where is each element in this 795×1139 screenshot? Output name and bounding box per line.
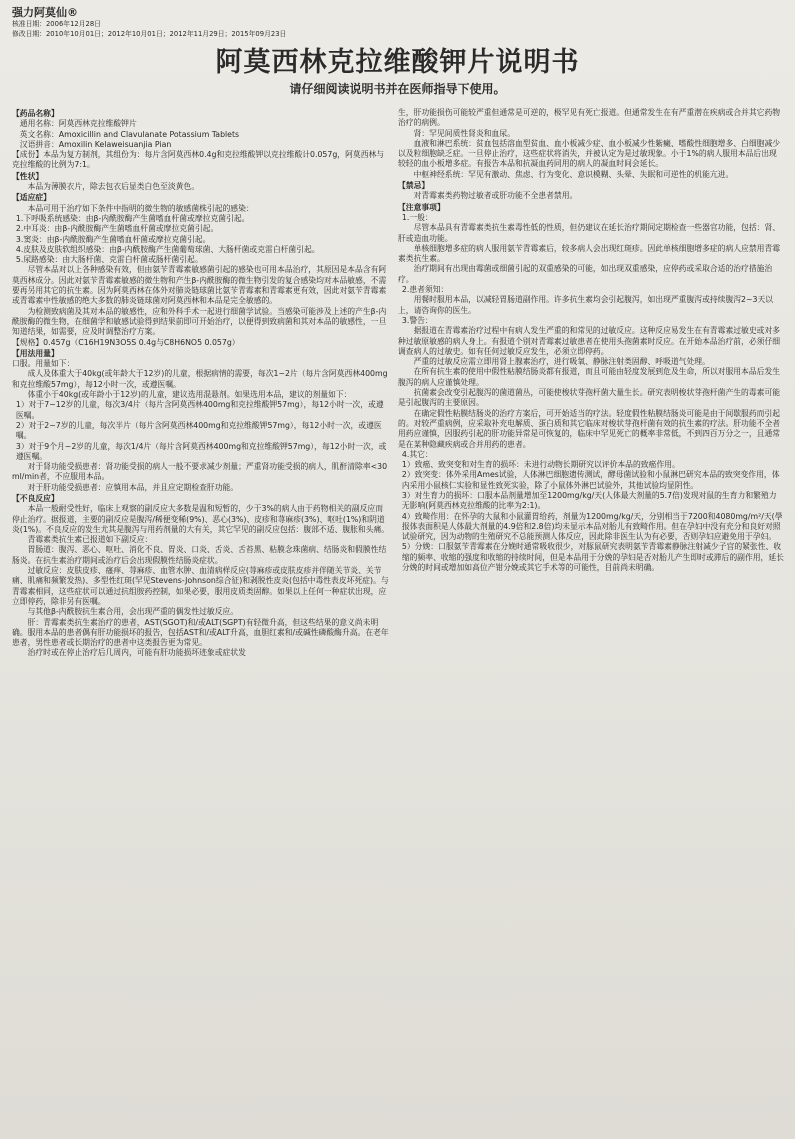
- document-subtitle: 请仔细阅读说明书并在医师指导下使用。: [289, 82, 506, 96]
- paragraph: 2）致突变：体外采用Ames试验，人体淋巴细胞遗传测试，酵母菌试验和小鼠淋巴研究本品的致突变作用，体内采用小鼠核仁实验和显性致死实验，除了小鼠体外淋巴试验外，其他试验均显阴性。: [401, 470, 780, 490]
- paragraph: 本品可用于治疗如下条件中指明的微生物的敏感菌株引起的感染：: [27, 203, 254, 213]
- approval-date: 核准日期：2006年12月28日: [12, 20, 101, 28]
- paragraph: 胃肠道：腹泻、恶心、呕吐、消化不良、胃炎、口炎、舌炎、舌苔黑、粘膜念珠菌病、结肠炎和假膜性结肠炎。在抗生素治疗期间或治疗后会出现假膜性结肠炎症状。: [12, 545, 387, 565]
- paragraph: 3.窦炎：由β-内酰胺酶产生菌嗜血杆菌或摩拉克菌引起。: [15, 234, 211, 244]
- paragraph: 单核细胞增多症的病人服用氨苄青霉素后，较多病人会出现红斑疹。因此单核细胞增多症的病人应禁用青霉素类抗生素。: [398, 243, 781, 264]
- approval-dates: [12, 19, 286, 39]
- paragraph: 治疗时或在停止治疗后几周内，可能有肝功能损坏迹象或症状发: [27, 648, 246, 658]
- paragraph: 本品一般耐受性好，临床上观察的副反应大多数是温和短暂的，少于3%的病人由于药物相关的副反应而停止治疗。据报道，主要的副反应是腹泻/稀便变稀(9%)、恶心(3%)、皮疹和荨麻疹(3%)、呕吐(1%)和阴道炎(1%)。不良反应的发生尤其是腹泻与用药剂量的大有关，其它罕见的副反应包括：腹部不适、腹胀和头痛。: [12, 504, 390, 534]
- paragraph: 【规格】0.457g（C16H19N3O5S 0.4g与C8H6NO5 0.057g）: [12, 337, 240, 347]
- section-heading: 【药品名称】: [12, 109, 59, 118]
- paragraph: 4）致畸作用：在怀孕的大鼠和小鼠灌胃给药，剂量为1200mg/kg/天，分别相当于7200和4080mg/m²/天(學报体表面积是人体最大剂量的4.9倍和2.8倍)均未显示本品对胎儿有致畸作用。但在孕妇中没有充分和良好对照试验研究，因为动物的生殖研究不总能预测人体反应，因此除非医生认为有必要，否则孕妇应避免用于孕妇。: [401, 511, 783, 542]
- paragraph: 为检测致病菌及其对本品的敏感性，应和外科手术一起进行细菌学试验。当感染可能涉及上述的产生β-内酰胺酶的微生物，在细菌学和敏感试验得到结果前即可开始治疗，以便得到致病菌和其对本品的敏感性，一旦知道结果，如需要，应及时调整治疗方案。: [12, 306, 387, 337]
- revision-dates: 修改日期：2010年10月01日；2012年10月01日；2012年11月29日；2015年09月23日: [12, 30, 287, 38]
- section-heading: 【注意事项】: [398, 202, 445, 212]
- paragraph: 治疗期间有出现由霉菌或细菌引起的双重感染的可能，如出现双重感染，应停药或采取合适的治疗措施治疗。: [398, 264, 773, 284]
- paragraph: 3.警告：: [401, 315, 433, 325]
- paragraph: 用餐时服用本品，以减轻胃肠道副作用。许多抗生素均会引起腹泻，如出现严重腹泻或持续腹泻2~3天以上，请咨询你的医生。: [398, 295, 774, 315]
- paragraph: 1）对于7~12岁的儿童，每次3/4片（每片含阿莫西林400mg和克拉维酸钾57mg），每12小时一次，或遵医嘱。: [15, 400, 384, 420]
- paragraph: 【成份】本品为复方制剂，其组份为：每片含阿莫西林0.4g和克拉维酸钾以克拉维酸计0.057g，阿莫西林与克拉维酸的比例为7:1。: [12, 150, 385, 170]
- section-heading: 【禁忌】: [398, 181, 430, 191]
- paragraph: 与其他β-内酰胺抗生素合用，会出现严重的偶发性过敏反应。: [27, 607, 239, 617]
- paragraph: 肝：青霉素类抗生素治疗的患者，AST(SGOT)和/或ALT(SGPT)有轻微升高，但这些结果的意义尚未明确。服用本品的患者偶有肝功能损坏的报告，包括AST和/或ALT升高，血胆红素和/或碱性磷酸酶升高。在老年患者，男性患者或长期治疗的患者中这类报告更为常见。: [12, 617, 389, 648]
- paragraph: 1.下呼吸系统感染：由β-内酰胺酶产生菌嗜血杆菌或摩拉克菌引起。: [15, 213, 250, 223]
- paragraph: 在确定假性粘膜结肠炎的治疗方案后，可开始适当的疗法。轻度假性粘膜结肠炎可能是由于间歇服药而引起的。对较严重病例，应采取补充电解质、蛋白质和其它临床对梭状芽孢杆菌有效的抗生素的疗法。肝功能不全者用药应谨慎，因服药引起的肝功能异常是可恢复的，临床中罕见死亡的概率非常低，不到四百万分之一，且通常是在某种隐藏疾病或合并用药的患者。: [398, 408, 781, 449]
- section-heading: 【用法用量】: [12, 348, 59, 358]
- paragraph: 通用名称：阿莫西林克拉维酸钾片: [19, 119, 137, 129]
- paragraph: 汉语拼音：Amoxilin Kelaweisuanjia Pian: [19, 139, 172, 149]
- paragraph: 对于肝功能受损患者：应慎用本品，并且应定期检查肝功能。: [27, 482, 239, 492]
- paragraph: 2.中耳炎：由β-内酰胺酶产生菌嗜血杆菌或摩拉克菌引起。: [15, 224, 219, 234]
- paragraph: 3）对生育力的损坏：口服本品剂量增加至1200mg/kg/天(人体最大剂量的5.7倍)发现对鼠的生育力和繁殖力无影响(阿莫西林克拉维酸的比率为2:1)。: [401, 490, 777, 511]
- paragraph: 成人及体重大于40kg(或年龄大于12岁)的儿童，根据病情的需要，每次1~2片（每片含阿莫西林400mg和克拉维酸57mg），每12小时一次，或遵医嘱。: [12, 369, 388, 389]
- paragraph: 4.其它：: [401, 449, 433, 459]
- paragraph: 体重小于40kg(或年龄小于12岁)的儿童，建议选用混悬剂。如果选用本品，建议的剂量如下：: [27, 390, 352, 400]
- paragraph: 3）对于9个月~2岁的儿童，每次1/4片（每片含阿莫西林400mg和克拉维酸钾57mg），每12小时一次，或遵医嘱。: [15, 441, 387, 461]
- paragraph: 1）致癌、致突变和对生育的损坏：未进行动物长期研究以评价本品的致癌作用。: [401, 460, 680, 470]
- paragraph: 尽管本品对以上各种感染有效，但由氨苄青霉素敏感菌引起的感染也可用本品治疗，其原因是本品含有阿莫西林成分。因此对氨苄青霉素敏感的微生物和产生β-内酰胺酶的微生物引发的复合感染均对本品敏感，不需要再另用其它的抗生素。因为阿莫西林在体外对肺炎链球菌比氨苄青霉素和青霉素更有效，因此对氨苄青霉素或青霉素中性敏感的绝大多数的肺炎链球菌对阿莫西林和本品是完全敏感的。: [12, 265, 387, 306]
- right-column: [398, 108, 784, 1136]
- paragraph: 4.皮肤及皮肤软组织感染：由β-内酰胺酶产生菌葡萄球菌、大肠杆菌或克雷白杆菌引起。: [15, 244, 320, 254]
- section-heading: 【适应症】: [12, 193, 51, 203]
- paragraph: 抗菌素会改变引起腹泻的菌道菌丛，可能使梭状芽孢杆菌大量生长。研究表明梭状芽孢杆菌产生的毒素可能是引起腹泻的主要原因。: [398, 388, 781, 408]
- paragraph: 英文名称：Amoxicillin and Clavulanate Potassium Tablets: [19, 129, 240, 139]
- paragraph: 生，肝功能损伤可能较严重但通常是可逆的，极罕见有死亡报道。但通常发生在有严重潜在疾病或合并其它药物治疗的病例。: [398, 108, 781, 128]
- paragraph: 2.患者须知：: [401, 285, 449, 295]
- paragraph: 对青霉素类药物过敏者或肝功能不全患者禁用。: [413, 191, 578, 201]
- left-column: [12, 108, 390, 1136]
- paragraph: 青霉素类抗生素已报道如下副反应：: [27, 535, 153, 545]
- section-heading: 【性状】: [12, 171, 44, 181]
- paragraph: 肾：罕见间质性肾炎和血尿。: [413, 128, 515, 138]
- paragraph: 5.尿路感染：由大肠杆菌、克雷白杆菌或肠杆菌引起。: [15, 255, 203, 265]
- document-title: 阿莫西林克拉维酸钾片说明书: [215, 47, 580, 78]
- paragraph: 5）分娩：口服氨苄青霉素在分娩时通常吸收很少，对豚鼠研究表明氨苄青霉素静脉注射减少子宫的紧张性、收缩的频率、收缩的强度和收缩的持续时间，但是本品用于分娩的孕妇是否对胎儿产生即时或滞后的副作用，延长分娩的时间或增加如高位产钳分娩或其它手术等的可能性，目前尚未明确。: [401, 542, 784, 573]
- paragraph: 本品为薄膜衣片，除去包衣后显类白色至淡黄色。: [27, 182, 200, 192]
- paragraph: 1.一般：: [401, 212, 433, 222]
- paragraph: 严重的过敏反应需立即用肾上腺素治疗，进行吸氧、静脉注射类固醇、呼吸道气处理。: [413, 357, 710, 367]
- paragraph: 尽管本品具有青霉素类抗生素毒性低的性质，但仍建议在延长治疗期间定期检查一些器官功能，包括：肾、肝或造血功能。: [398, 223, 781, 243]
- paragraph: 口服。用量如下：: [12, 359, 75, 369]
- paragraph: 中枢神经系统：罕见有激动、焦虑、行为变化、意识模糊、头晕、失眠和可逆性的机能亢进。: [413, 169, 734, 179]
- section-heading: 【不良反应】: [12, 493, 59, 503]
- paragraph: 在所有抗生素的使用中假性粘膜结肠炎都有报道，而且可能由轻度发展到危及生命，所以对服用本品后发生腹泻的病人应谨慎处理。: [398, 367, 781, 387]
- brand-name: 强力阿莫仙®: [12, 6, 78, 19]
- paragraph: 过敏反应：皮肤皮疹、瘙痒、荨麻疹、血管水肿、血清病样反应(荨麻疹或皮肤皮疹并伴随关节炎、关节痛、肌痛和频繁发热)、多型性红斑(罕见Stevens-Johnson综合征)和剥脱性皮炎(包括中毒性表皮坏死症)。与青霉素相同，这些症状可以通过抗组胺药控制，如果必要，服用皮质类固醇。如果以上任何一种症状出现，应立即停药，除非另有医嘱。: [12, 566, 389, 606]
- paragraph: 对于肾功能受损患者：肾功能受损的病人一般不要求减少剂量；严重肾功能受损的病人，肌酐清除率<30ml/min者，不应服用本品。: [12, 462, 388, 482]
- paragraph: 血液和淋巴系统：贫血包括溶血型贫血、血小板减少症、血小板减少性紫癜、嗜酸性细胞增多、白细胞减少以及粒细胞缺乏症。一旦停止治疗，这些症状将消失，并被认定为是过敏现象。小于1%的病人服用本品后出现较轻的血小板增多症。有报告本品和抗凝血药同用的病人的凝血时间会延长。: [398, 138, 781, 169]
- paragraph: 2）对于2~7岁的儿童，每次半片（每片含阿莫西林400mg和克拉维酸钾57mg），每12小时一次，或遵医嘱。: [15, 420, 382, 441]
- paragraph: 据报道在青霉素治疗过程中有病人发生严重的和常见的过敏反应。这种反应易发生在有青霉素过敏史或对多种过敏原敏感的病人身上。有报道个别对青霉素过敏患者在使用头孢菌素时反应。在开始本品治疗前，必须仔细调查病人的过敏史。如有任何过敏反应发生，必须立即停药。: [398, 326, 781, 356]
